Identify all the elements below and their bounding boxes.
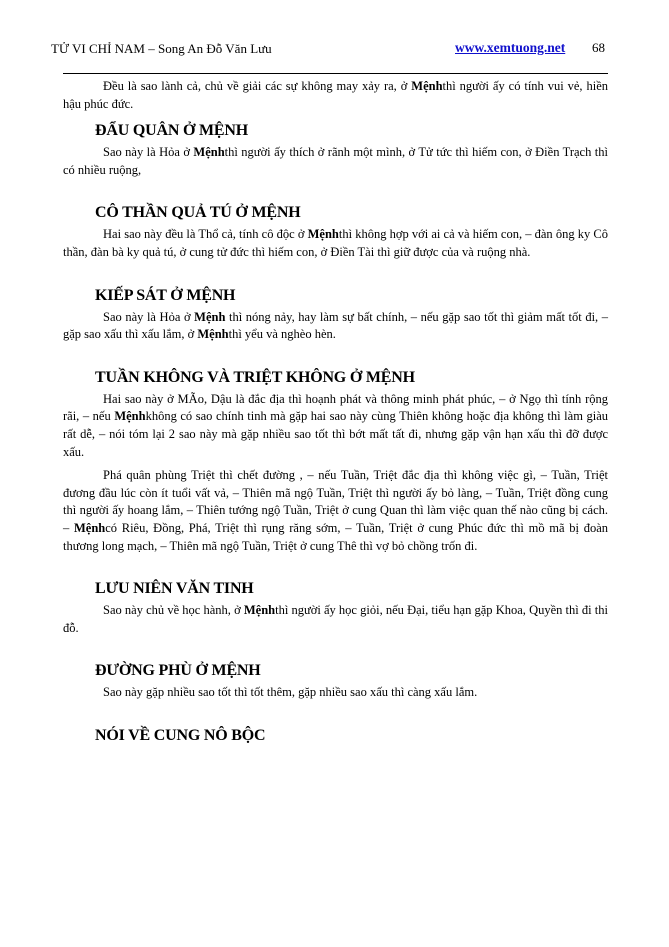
text-run: Hai sao này ở MÃo, Dậu là đắc địa thì hoạnh phát và thông minh phát phúc, – ở Ngọ thì tính rộng rãi, – nếu (63, 391, 608, 424)
bold-term: Mệnh (243, 603, 276, 618)
bold-term: Mệnh (73, 520, 106, 535)
section-title: KIẾP SÁT Ở MỆNH (95, 286, 236, 304)
section-paragraph (63, 309, 608, 344)
bold-term: Mệnh (411, 79, 443, 93)
text-run: Phá quân phùng Triệt thì chết đường , – nếu Tuần, Triệt đắc địa thì không việc gì, – Tuần, Triệt đương đầu lúc còn ít tuổi vất vả, – Thiên mã ngộ Tuần, Triệt thì người ấy bỏ làng, – Tuần, Triệt đồng cung thì người ấy hoang lắm, – Thiên tướng ngộ Tuần, Triệt ở cung Quan thì làm việc quan thế nào cũng bị cách. – (63, 468, 608, 535)
bold-term: Mệnh (193, 145, 225, 160)
text-run: Đều là sao lành cả, chủ về giải các sự không may xảy ra, ở (103, 79, 412, 93)
text-run: thì nóng nảy, hay làm sự bất chính, – nếu gặp sao tốt thì giảm mất tốt đi, – gặp sao xấu thì xấu lắm, ở (63, 309, 608, 342)
section-title: NÓI VỀ CUNG NÔ BỘC (95, 726, 266, 744)
page-number: 68 (592, 40, 605, 55)
section-title: ĐƯỜNG PHÙ Ở MỆNH (95, 662, 261, 680)
section-paragraph (63, 684, 608, 702)
text-run: Hai sao này đều là Thổ cả, tính cô độc ở (103, 227, 308, 242)
header-divider (63, 73, 608, 74)
section-co-than-qua-tu (63, 203, 608, 261)
text-run: thì yểu và nghèo hèn. (228, 327, 336, 342)
page-content (63, 78, 608, 746)
text-run: thì người ấy học giỏi, nếu Đại, tiểu hạn gặp Khoa, Quyền thì đi thi đỗ. (63, 603, 608, 635)
bold-term: Mệnh (307, 227, 339, 242)
section-title: ĐẨU QUÂN Ở MỆNH (95, 122, 248, 140)
section-title: CÔ THẦN QUẢ TÚ Ở MỆNH (95, 204, 301, 222)
bold-term: Mệnh (194, 309, 226, 324)
section-kiep-sat (63, 286, 608, 344)
section-duong-phu (63, 661, 608, 702)
text-run: thì người ấy có tính vui vẻ, hiền hậu phúc đức. (63, 79, 609, 111)
intro-paragraph (63, 78, 608, 113)
section-paragraph (63, 467, 608, 555)
text-run: Sao này là Hỏa ở (103, 145, 194, 160)
text-run: Sao này gặp nhiều sao tốt thì tốt thêm, gặp nhiều sao xấu thì càng xấu lắm. (103, 685, 478, 700)
section-tuan-triet (63, 368, 608, 555)
text-run: không có sao chính tinh mà gặp hai sao này cùng Thiên không hoặc địa không thì làm giàu rất dễ, – nói tóm lại 2 sao này mà gặp nhiều sao tốt thì bớt mất tất đi, nhưng gặp vận hạn xấu thì đỡ được xấu. (63, 409, 608, 459)
section-paragraph (63, 602, 608, 637)
section-paragraph (63, 144, 608, 179)
header-website-link[interactable]: www.xemtuong.net (455, 40, 566, 55)
section-title: TUẦN KHÔNG VÀ TRIỆT KHÔNG Ở MỆNH (95, 368, 415, 386)
section-luu-nien-van-tinh (63, 579, 608, 637)
section-paragraph (63, 391, 608, 461)
section-dau-quan (63, 121, 608, 179)
text-run: Sao này chủ về học hành, ở (103, 603, 244, 618)
section-no-boc (63, 726, 608, 746)
text-run: có Riêu, Đồng, Phá, Triệt thì rụng răng sớm, – Tuần, Triệt ở cung Phúc đức thì mồ mã bị đoàn thương long mạch, – Thiên mã ngộ Tuần, Triệt ở cung Thê thì vợ bỏ chồng trốn đi. (63, 520, 608, 553)
header-book-title: TỬ VI CHỈ NAM – Song An Đỗ Văn Lưu (51, 41, 272, 56)
bold-term: Mệnh (114, 409, 146, 424)
bold-term: Mệnh (197, 327, 229, 342)
text-run: Sao này là Hỏa ở (103, 309, 195, 324)
section-title: LƯU NIÊN VĂN TINH (95, 580, 254, 598)
text-run: thì không hợp với ai cả và hiếm con, – đàn ông ky Cô thần, đàn bà ky quả tú, ở cung tử đức thì hiếm con, ở Điền Tài thì giữ được của và ruộng nhà. (63, 227, 608, 259)
section-paragraph (63, 226, 608, 261)
text-run: thì người ấy thích ở rãnh một mình, ở Tử tức thì hiếm con, ở Điền Trạch thì có nhiều ruộng, (63, 145, 608, 177)
